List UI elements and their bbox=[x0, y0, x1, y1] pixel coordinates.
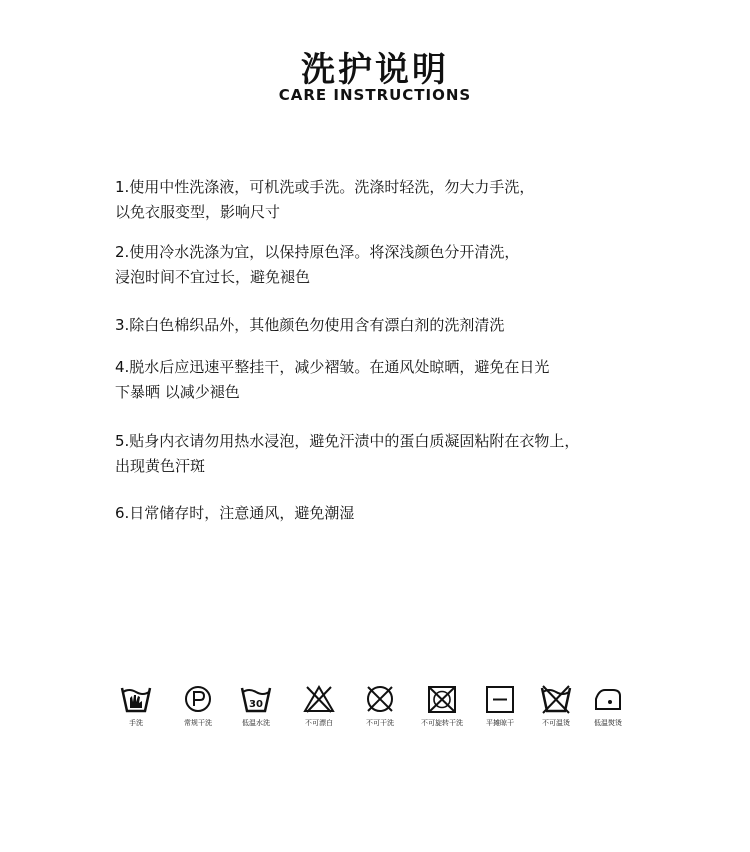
instruction-line: 4.脱水后应迅速平整挂干，减少褶皱。在通风处晾晒，避免在日光 bbox=[115, 358, 550, 376]
instruction-line: 6.日常储存时，注意通风，避免潮湿 bbox=[115, 504, 355, 522]
care-icon-flat-dry bbox=[470, 684, 530, 728]
icon-label: 低温熨烫 bbox=[594, 719, 622, 727]
wash-temperature: 30 bbox=[249, 699, 263, 710]
instruction-line: 出现黄色汗斑 bbox=[115, 457, 206, 475]
icon-label: 不可干洗 bbox=[366, 719, 394, 727]
page-subtitle: CARE INSTRUCTIONS bbox=[278, 86, 472, 104]
instruction-line: 下暴晒 以减少褪色 bbox=[115, 383, 240, 401]
instruction-4 bbox=[115, 355, 655, 405]
instruction-3 bbox=[115, 313, 655, 338]
care-icon-dry-clean bbox=[168, 684, 228, 728]
page-title: 洗护说明 bbox=[301, 50, 449, 90]
no-wash-icon bbox=[539, 684, 573, 714]
hand-wash-icon bbox=[119, 684, 153, 714]
instruction-2 bbox=[115, 240, 655, 290]
care-icon-no-wash bbox=[526, 684, 586, 728]
flat-dry-icon bbox=[483, 684, 517, 714]
icon-label: 平摊晾干 bbox=[486, 719, 514, 727]
no-dry-clean-icon bbox=[363, 684, 397, 714]
icon-label: 低温水洗 bbox=[242, 719, 270, 727]
icon-label: 常规干洗 bbox=[184, 719, 212, 727]
no-tumble-dry-icon bbox=[425, 684, 459, 714]
instruction-6 bbox=[115, 501, 655, 526]
instruction-line: 5.贴身内衣请勿用热水浸泡，避免汗渍中的蛋白质凝固粘附在衣物上， bbox=[115, 432, 580, 450]
instruction-line: 1.使用中性洗涤液，可机洗或手洗。洗涤时轻洗，勿大力手洗， bbox=[115, 178, 535, 196]
dry-clean-p-icon bbox=[181, 684, 215, 714]
care-icon-no-bleach bbox=[289, 684, 349, 728]
icon-label: 不可漂白 bbox=[305, 719, 333, 727]
instruction-line: 3.除白色棉织品外，其他颜色勿使用含有漂白剂的洗剂清洗 bbox=[115, 316, 505, 334]
instruction-1 bbox=[115, 175, 655, 225]
instruction-5 bbox=[115, 429, 655, 479]
wash-30-icon bbox=[239, 684, 273, 714]
icon-label: 不可旋转干洗 bbox=[421, 719, 463, 727]
icon-label: 手洗 bbox=[129, 719, 143, 727]
no-bleach-icon bbox=[302, 684, 336, 714]
instruction-line: 浸泡时间不宜过长，避免褪色 bbox=[115, 268, 311, 286]
care-icon-hand-wash bbox=[106, 684, 166, 728]
care-icon-wash-30 bbox=[226, 684, 286, 728]
low-iron-icon bbox=[591, 684, 625, 714]
care-icon-no-tumble-dry bbox=[412, 684, 472, 728]
instruction-line: 2.使用冷水洗涤为宜，以保持原色泽。将深浅颜色分开清洗， bbox=[115, 243, 520, 261]
icon-label: 不可温烫 bbox=[542, 719, 570, 727]
instruction-line: 以免衣服变型，影响尺寸 bbox=[115, 203, 281, 221]
care-icon-no-dry-clean bbox=[350, 684, 410, 728]
care-icon-low-iron bbox=[578, 684, 638, 728]
